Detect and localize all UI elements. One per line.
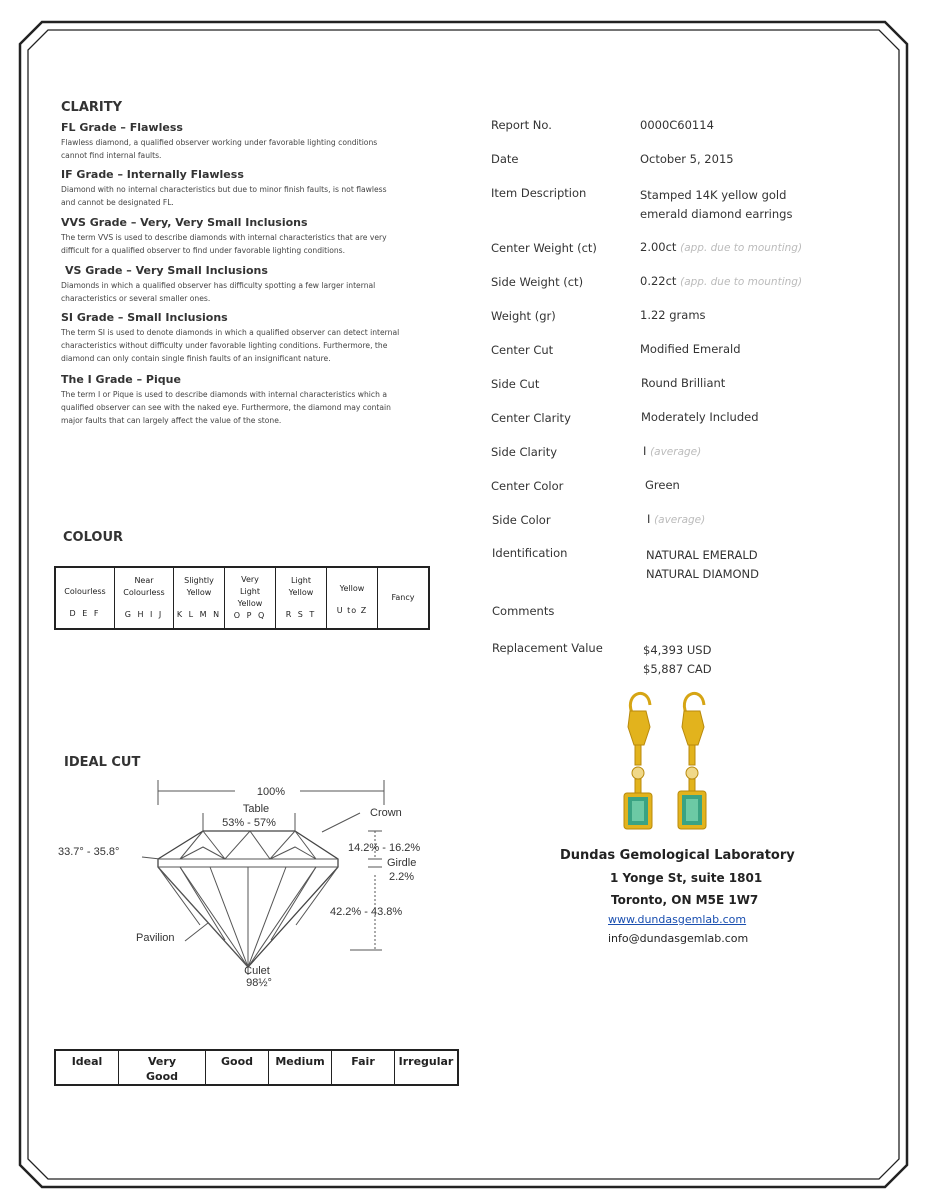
grade-title: IF Grade – Internally Flawless bbox=[61, 168, 244, 181]
center-cut-label: Center Cut bbox=[491, 343, 554, 357]
cut-grade-table bbox=[54, 1049, 459, 1086]
diamond-proportion-diagram bbox=[50, 775, 450, 990]
cut-grade-cell: Ideal bbox=[55, 1050, 119, 1085]
colour-heading: COLOUR bbox=[63, 530, 124, 545]
grade-desc-line: characteristics or several smaller ones. bbox=[61, 294, 211, 303]
center-weight-text: 2.00ct bbox=[640, 240, 677, 254]
item-description-line: emerald diamond earrings bbox=[640, 207, 793, 221]
girdle-label: Girdle bbox=[387, 857, 417, 869]
identification-line: NATURAL EMERALD bbox=[646, 548, 758, 562]
grade-desc-line: The term I or Pique is used to describe diamonds with internal characteristics which a bbox=[61, 390, 387, 399]
center-color-label: Center Color bbox=[491, 479, 564, 493]
colour-cell bbox=[225, 567, 276, 629]
colour-name: Fancy bbox=[391, 593, 415, 602]
colour-cell bbox=[174, 567, 225, 629]
crown-label: Crown bbox=[370, 807, 402, 819]
grade-desc-line: major faults that can largely affect the value of the stone. bbox=[61, 416, 282, 425]
grade-desc-line: Diamonds in which a qualified observer has difficulty spotting a few larger internal bbox=[61, 281, 376, 290]
identification-value bbox=[646, 546, 759, 584]
side-color-label: Side Color bbox=[492, 513, 551, 527]
crown-height-label: 14.2% - 16.2% bbox=[348, 842, 421, 854]
comments-label: Comments bbox=[492, 604, 555, 618]
grade-desc-line: The term SI is used to denote diamonds in which a qualified observer can detect internal bbox=[61, 328, 400, 337]
lab-address-line1: 1 Yonge St, suite 1801 bbox=[610, 871, 763, 885]
side-weight-label: Side Weight (ct) bbox=[491, 275, 584, 289]
side-clarity-note: (average) bbox=[650, 446, 702, 458]
grade-desc-line: cannot find internal faults. bbox=[61, 151, 162, 160]
item-description-value bbox=[640, 186, 792, 224]
colour-grades: K L M N bbox=[176, 610, 222, 619]
colour-name: Near Colourless bbox=[123, 576, 165, 597]
replacement-usd: $4,393 USD bbox=[643, 643, 712, 657]
colour-cell bbox=[327, 567, 378, 629]
center-cut-value: Modified Emerald bbox=[640, 342, 741, 356]
center-weight-value bbox=[640, 240, 802, 254]
colour-cell bbox=[55, 567, 115, 629]
grade-desc-line: qualified observer can see with the naked eye. Furthermore, the diamond may contain bbox=[61, 403, 391, 412]
grade-desc-line: The term VVS is used to describe diamonds with internal characteristics that are very bbox=[61, 233, 387, 242]
table-label: Table bbox=[242, 803, 270, 815]
clarity-grade-si bbox=[61, 311, 441, 365]
center-weight-note: (app. due to mounting) bbox=[680, 242, 803, 254]
report-no-label: Report No. bbox=[491, 118, 552, 132]
grade-desc-line: and cannot be designated FL. bbox=[61, 198, 174, 207]
table-range-label: 53% - 57% bbox=[222, 817, 276, 829]
weight-gr-label: Weight (gr) bbox=[491, 309, 556, 323]
cut-grade-cell: Medium bbox=[269, 1050, 332, 1085]
colour-name: Slightly Yellow bbox=[184, 576, 214, 597]
center-color-value: Green bbox=[645, 478, 680, 492]
clarity-grade-if bbox=[61, 168, 441, 209]
center-clarity-value: Moderately Included bbox=[641, 410, 759, 424]
grade-title: VVS Grade – Very, Very Small Inclusions bbox=[61, 216, 308, 229]
clarity-grade-fl bbox=[61, 121, 441, 162]
colour-grades: D E F bbox=[69, 609, 101, 618]
colour-cell bbox=[276, 567, 327, 629]
colour-grades: O P Q bbox=[233, 611, 267, 620]
side-color-note: (average) bbox=[654, 514, 706, 526]
identification-line: NATURAL DIAMOND bbox=[646, 567, 760, 581]
side-cut-label: Side Cut bbox=[491, 377, 540, 391]
culet-pct-label: 98½° bbox=[246, 977, 272, 989]
side-weight-note: (app. due to mounting) bbox=[680, 276, 803, 288]
side-color-text: I bbox=[647, 512, 651, 526]
grade-title: The I Grade – Pique bbox=[61, 373, 181, 386]
replacement-value bbox=[643, 641, 712, 679]
identification-label: Identification bbox=[492, 546, 568, 560]
clarity-heading: CLARITY bbox=[61, 100, 123, 115]
dim-100-label: 100% bbox=[256, 786, 286, 798]
grade-title: FL Grade – Flawless bbox=[61, 121, 183, 134]
grade-desc-line: difficult for a qualified observer to find under favorable lighting conditions. bbox=[61, 246, 346, 255]
grade-desc-line: Flawless diamond, a qualified observer working under favorable lighting conditions bbox=[61, 138, 378, 147]
date-value: October 5, 2015 bbox=[640, 152, 734, 166]
lab-website-link[interactable]: www.dundasgemlab.com bbox=[608, 913, 747, 926]
side-clarity-value bbox=[643, 444, 701, 458]
colour-name: Very Light Yellow bbox=[237, 575, 263, 608]
replacement-value-label: Replacement Value bbox=[492, 641, 603, 655]
colour-name: Colourless bbox=[64, 587, 106, 596]
colour-grades: G H I J bbox=[124, 610, 164, 619]
grade-desc-line: characteristics without difficulty under favorable lighting conditions. Furthermore, the bbox=[61, 341, 388, 350]
colour-name: Yellow bbox=[339, 584, 365, 593]
cut-grade-cell: Good bbox=[206, 1050, 269, 1085]
ideal-cut-heading: IDEAL CUT bbox=[64, 755, 141, 770]
crown-angle-label: 33.7° - 35.8° bbox=[58, 846, 120, 858]
clarity-grade-vs bbox=[61, 264, 445, 305]
colour-cell bbox=[378, 567, 430, 629]
item-description-line: Stamped 14K yellow gold bbox=[640, 188, 787, 202]
weight-gr-value: 1.22 grams bbox=[640, 308, 706, 322]
cut-grade-cell: Very Good bbox=[119, 1050, 206, 1085]
lab-address-line2: Toronto, ON M5E 1W7 bbox=[611, 893, 759, 907]
center-clarity-label: Center Clarity bbox=[491, 411, 571, 425]
pavilion-depth-label: 42.2% - 43.8% bbox=[330, 906, 403, 918]
grade-title: SI Grade – Small Inclusions bbox=[61, 311, 228, 324]
colour-grades: R S T bbox=[285, 610, 317, 619]
grade-title: VS Grade – Very Small Inclusions bbox=[65, 264, 268, 277]
colour-cell bbox=[115, 567, 174, 629]
item-description-label: Item Description bbox=[491, 186, 587, 200]
center-weight-label: Center Weight (ct) bbox=[491, 241, 597, 255]
pavilion-label: Pavilion bbox=[136, 932, 175, 944]
side-weight-text: 0.22ct bbox=[640, 274, 677, 288]
side-weight-value bbox=[640, 274, 802, 288]
side-clarity-label: Side Clarity bbox=[491, 445, 558, 459]
date-label: Date bbox=[491, 152, 519, 166]
colour-name: Light Yellow bbox=[288, 576, 314, 597]
grade-desc-line: Diamond with no internal characteristics but due to minor finish faults, is not flawless bbox=[61, 185, 387, 194]
grade-desc-line: diamond can only contain single finish faults of an insignificant nature. bbox=[61, 354, 331, 363]
clarity-grade-vvs bbox=[61, 216, 441, 257]
report-no-value: 0000C60114 bbox=[640, 118, 714, 132]
side-cut-value: Round Brilliant bbox=[641, 376, 726, 390]
earrings-photo bbox=[610, 683, 720, 833]
cut-grade-cell: Fair bbox=[332, 1050, 395, 1085]
side-color-value bbox=[647, 512, 705, 526]
cut-grade-cell: Irregular bbox=[395, 1050, 459, 1085]
side-clarity-text: I bbox=[643, 444, 647, 458]
replacement-cad: $5,887 CAD bbox=[643, 662, 712, 676]
lab-name: Dundas Gemological Laboratory bbox=[560, 848, 795, 863]
colour-scale-table bbox=[54, 566, 430, 630]
girdle-pct-label: 2.2% bbox=[389, 871, 415, 883]
culet-label: Culet bbox=[244, 965, 270, 977]
colour-grades: U to Z bbox=[336, 606, 368, 615]
clarity-grade-i bbox=[61, 373, 441, 427]
lab-email[interactable]: info@dundasgemlab.com bbox=[608, 932, 749, 945]
